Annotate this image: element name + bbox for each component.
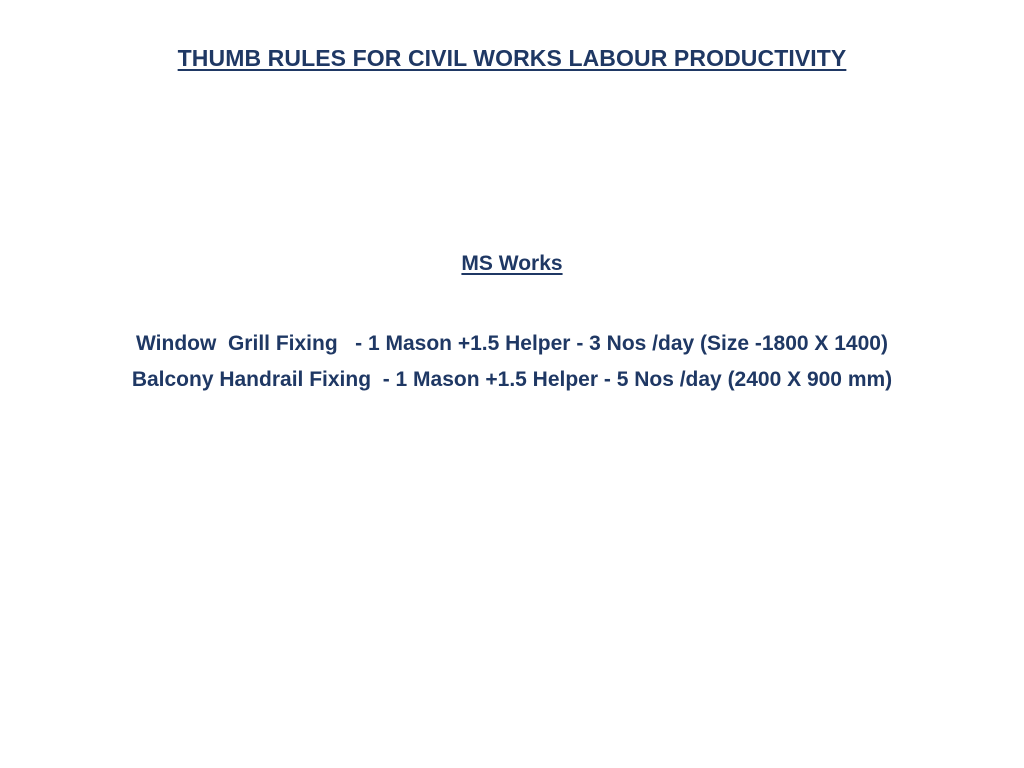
- rules-list: [0, 326, 1024, 398]
- slide-title: THUMB RULES FOR CIVIL WORKS LABOUR PRODUCTIVITY: [177, 45, 847, 71]
- section-heading: MS Works: [461, 252, 563, 275]
- rule-line-window-grill: Window Grill Fixing - 1 Mason +1.5 Helper - 3 Nos /day (Size -1800 X 1400): [136, 332, 888, 355]
- rule-line-balcony-handrail: Balcony Handrail Fixing - 1 Mason +1.5 Helper - 5 Nos /day (2400 X 900 mm): [131, 368, 893, 391]
